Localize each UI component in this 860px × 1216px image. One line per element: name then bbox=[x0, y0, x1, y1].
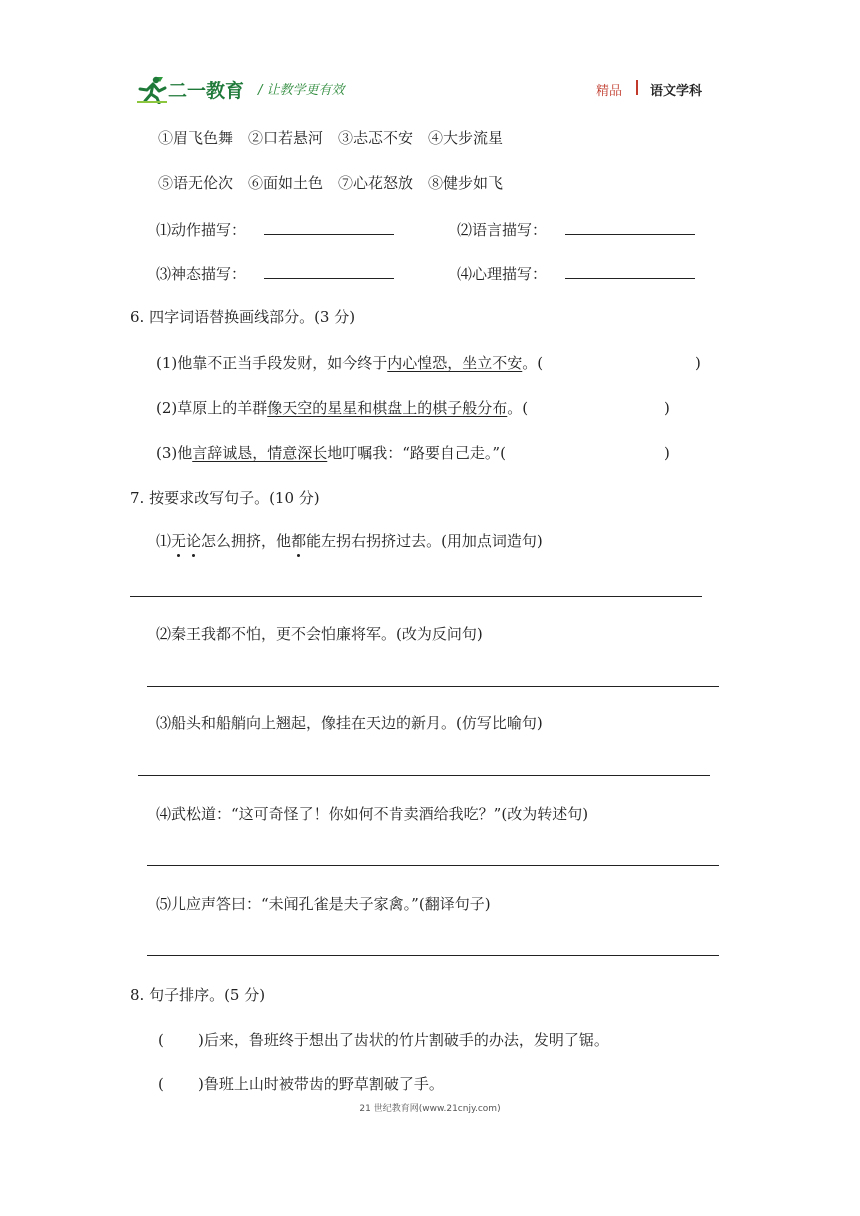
answer-line[interactable] bbox=[147, 865, 719, 866]
footer-source: 21 世纪教育网(www.21cnjy.com) bbox=[359, 1104, 501, 1114]
answer-blank[interactable] bbox=[264, 262, 394, 279]
q8-title: 8. 句子排序。(5 分) bbox=[130, 986, 266, 1004]
sentence-text: (1)他靠不正当手段发财，如今终于 bbox=[156, 354, 388, 372]
underlined-phrase: 内心惶恐，坐立不安 bbox=[387, 354, 523, 372]
answer-line[interactable] bbox=[147, 686, 719, 687]
dotted-char: 都 bbox=[291, 532, 307, 550]
q7-sentence-3: ⑶船头和船艄向上翘起，像挂在天边的新月。(仿写比喻句) bbox=[156, 714, 543, 732]
q8-open-paren-1: ( bbox=[158, 1031, 164, 1049]
q5-blank-2-label: ⑵语言描写： bbox=[457, 221, 548, 239]
underlined-phrase: 言辞诚恳，情意深长 bbox=[192, 444, 328, 462]
answer-line[interactable] bbox=[138, 775, 710, 776]
q5-options-line1: ①眉飞色舞 ②口若悬河 ③忐忑不安 ④大步流星 bbox=[158, 129, 504, 147]
q5-blank-1-label: ⑴动作描写： bbox=[156, 221, 247, 239]
dotted-char: 无 bbox=[171, 532, 187, 550]
answer-line[interactable] bbox=[130, 596, 702, 597]
q5-blank-1 bbox=[156, 218, 394, 240]
q5-blank-4-label: ⑷心理描写： bbox=[457, 265, 548, 283]
sentence-text: (2)草原上的羊群 bbox=[156, 399, 268, 417]
sentence-text: (3)他 bbox=[156, 444, 193, 462]
q6-s2-close-paren: ) bbox=[664, 399, 670, 417]
q5-options-line2: ⑤语无伦次 ⑥面如土色 ⑦心花怒放 ⑧健步如飞 bbox=[158, 174, 504, 192]
q7-title: 7. 按要求改写句子。(10 分) bbox=[130, 489, 320, 507]
q8-sentence-1: )后来，鲁班终于想出了齿状的竹片割破手的办法，发明了锯。 bbox=[198, 1031, 609, 1049]
q7-sentence-1 bbox=[156, 531, 543, 551]
subject-label: 语文学科 bbox=[650, 84, 703, 99]
q7-sentence-4: ⑷武松道：“这可奇怪了！你如何不肯卖酒给我吃？”(改为转述句) bbox=[156, 805, 589, 823]
q7-sentence-2: ⑵秦王我都不怕，更不会怕廉将军。(改为反问句) bbox=[156, 625, 483, 643]
slogan: / 让教学更有效 bbox=[258, 83, 345, 98]
item-number: ⑴ bbox=[156, 532, 172, 550]
header-divider bbox=[636, 80, 638, 95]
sentence-text: 。( bbox=[507, 399, 529, 417]
q6-sentence-1 bbox=[156, 353, 543, 373]
q6-sentence-3 bbox=[156, 443, 506, 463]
q6-title: 6. 四字词语替换画线部分。(3 分) bbox=[130, 308, 356, 326]
q7-sentence-5: ⑸儿应声答曰：“未闻孔雀是夫子家禽。”(翻译句子) bbox=[156, 895, 491, 913]
quality-label: 精品 bbox=[596, 84, 623, 99]
sentence-text: 地叮嘱我：“路要自己走。”( bbox=[327, 444, 506, 462]
sentence-text: 。( bbox=[522, 354, 544, 372]
q8-open-paren-2: ( bbox=[158, 1075, 164, 1093]
logo-text: 二一教育 bbox=[168, 80, 245, 102]
q8-sentence-2: )鲁班上山时被带齿的野草割破了手。 bbox=[198, 1075, 444, 1093]
answer-blank[interactable] bbox=[264, 218, 394, 235]
q5-blank-3-label: ⑶神态描写： bbox=[156, 265, 247, 283]
answer-blank[interactable] bbox=[565, 262, 695, 279]
q6-s1-close-paren: ) bbox=[695, 354, 701, 372]
q5-blank-4 bbox=[457, 262, 695, 284]
underlined-phrase: 像天空的星星和棋盘上的棋子般分布 bbox=[267, 399, 508, 417]
dotted-char: 论 bbox=[186, 532, 202, 550]
q5-blank-2 bbox=[457, 218, 695, 240]
sentence-text: 能左拐右拐挤过去。(用加点词造句) bbox=[306, 532, 543, 550]
answer-line[interactable] bbox=[147, 955, 719, 956]
q5-blank-3 bbox=[156, 262, 394, 284]
answer-blank[interactable] bbox=[565, 218, 695, 235]
q6-sentence-2 bbox=[156, 398, 528, 418]
q6-s3-close-paren: ) bbox=[664, 444, 670, 462]
sentence-text: 怎么拥挤，他 bbox=[201, 532, 292, 550]
